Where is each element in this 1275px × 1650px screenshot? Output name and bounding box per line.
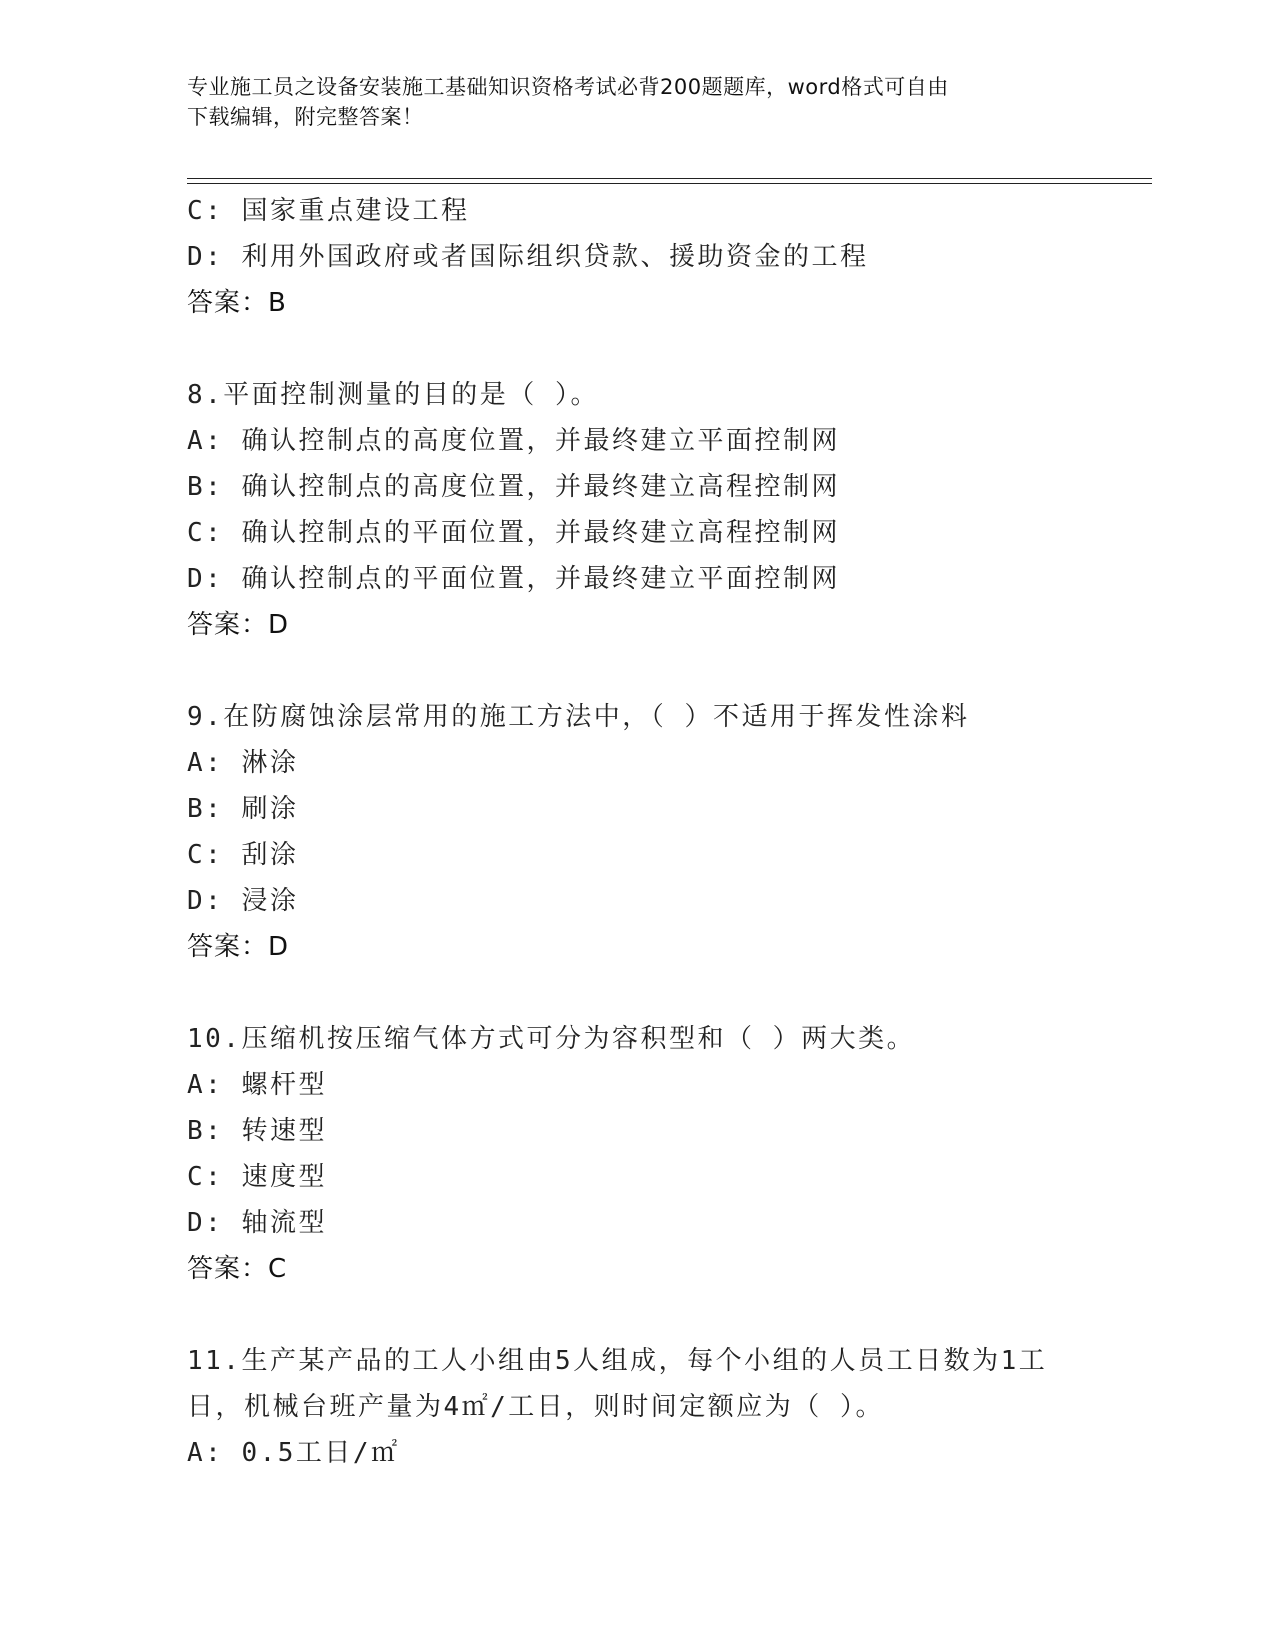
option-d: D: 利用外国政府或者国际组织贷款、援助资金的工程 — [187, 242, 869, 272]
question-stem: 9.在防腐蚀涂层常用的施工方法中，（ ）不适用于挥发性涂料 — [187, 702, 970, 732]
question-10 — [187, 1016, 1087, 1292]
header-title-line-1: 专业施工员之设备安装施工基础知识资格考试必背200题题库，word格式可自由 — [187, 75, 949, 99]
document-header — [187, 72, 1067, 132]
option-b: B: 转速型 — [187, 1116, 327, 1146]
option-c: C: 国家重点建设工程 — [187, 196, 470, 226]
spacer — [187, 326, 1087, 372]
option-c: C: 刮涂 — [187, 840, 299, 870]
question-stem-line-1: 11.生产某产品的工人小组由5人组成，每个小组的人员工日数为1工 — [187, 1346, 1048, 1376]
question-9 — [187, 694, 1087, 970]
answer-label: 答案：B — [187, 288, 287, 318]
question-11 — [187, 1338, 1087, 1476]
header-title-line-2: 下载编辑，附完整答案！ — [187, 105, 424, 129]
header-divider-bottom — [187, 183, 1152, 184]
option-a: A: 确认控制点的高度位置，并最终建立平面控制网 — [187, 426, 840, 456]
option-d: D: 轴流型 — [187, 1208, 327, 1238]
option-c: C: 速度型 — [187, 1162, 327, 1192]
option-b: B: 刷涂 — [187, 794, 299, 824]
option-c: C: 确认控制点的平面位置，并最终建立高程控制网 — [187, 518, 840, 548]
spacer — [187, 648, 1087, 694]
option-d: D: 浸涂 — [187, 886, 299, 916]
option-a: A: 0.5工日/㎡ — [187, 1438, 400, 1468]
option-d: D: 确认控制点的平面位置，并最终建立平面控制网 — [187, 564, 840, 594]
spacer — [187, 1292, 1087, 1338]
question-stem-line-2: 日，机械台班产量为4㎡/工日，则时间定额应为（ ）。 — [187, 1392, 884, 1422]
question-8 — [187, 372, 1087, 648]
option-a: A: 螺杆型 — [187, 1070, 327, 1100]
question-stem: 10.压缩机按压缩气体方式可分为容积型和（ ）两大类。 — [187, 1024, 916, 1054]
answer-label: 答案：C — [187, 1254, 288, 1284]
question-list — [187, 188, 1087, 1476]
question-stem: 8.平面控制测量的目的是（ ）。 — [187, 380, 599, 410]
answer-label: 答案：D — [187, 932, 290, 962]
answer-label: 答案：D — [187, 610, 290, 640]
header-divider-top — [187, 178, 1152, 179]
option-a: A: 淋涂 — [187, 748, 299, 778]
question-7-tail — [187, 188, 1087, 326]
option-b: B: 确认控制点的高度位置，并最终建立高程控制网 — [187, 472, 840, 502]
spacer — [187, 970, 1087, 1016]
